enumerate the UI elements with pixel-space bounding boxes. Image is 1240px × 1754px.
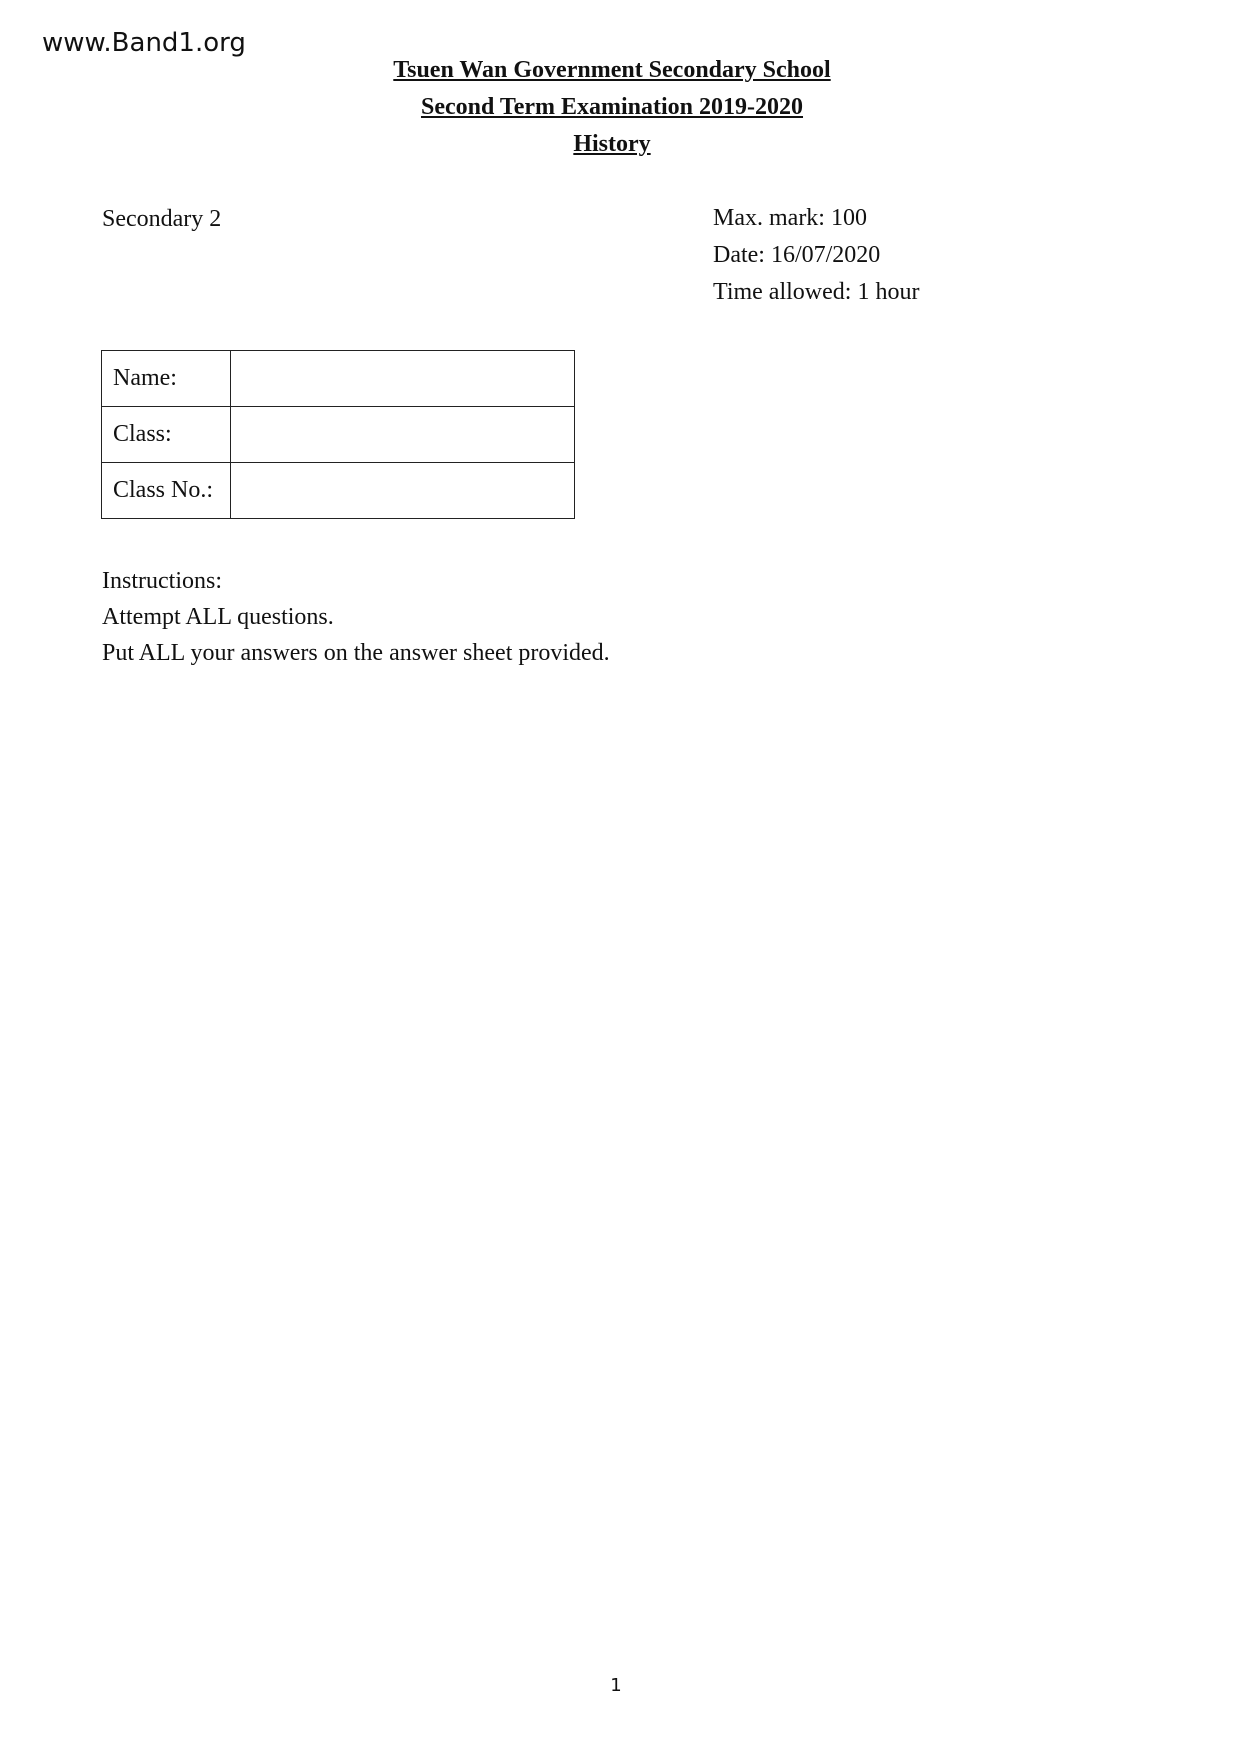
table-row: [102, 463, 575, 519]
table-row: [102, 351, 575, 407]
name-field[interactable]: [231, 351, 575, 407]
class-label: Class:: [102, 407, 231, 463]
instructions-heading: Instructions:: [102, 568, 222, 594]
exam-meta: [713, 200, 919, 311]
instructions: [102, 563, 610, 671]
max-mark: Max. mark: 100: [713, 205, 867, 231]
class-no-field[interactable]: [231, 463, 575, 519]
student-info-table: [101, 350, 575, 519]
instruction-line: Attempt ALL questions.: [102, 604, 334, 630]
exam-title: Second Term Examination 2019-2020: [420, 94, 804, 120]
instruction-line: Put ALL your answers on the answer sheet provided.: [102, 640, 610, 666]
page-number: 1: [610, 1675, 622, 1696]
table-row: [102, 407, 575, 463]
exam-date: Date: 16/07/2020: [713, 242, 881, 268]
watermark-url: www.Band1.org: [42, 28, 246, 58]
form-level: Secondary 2: [102, 206, 222, 232]
subject-title: History: [573, 131, 651, 157]
school-name: Tsuen Wan Government Secondary School: [393, 57, 831, 83]
exam-header: [0, 52, 1224, 163]
time-allowed: Time allowed: 1 hour: [713, 279, 920, 305]
name-label: Name:: [102, 351, 231, 407]
class-no-label: Class No.:: [102, 463, 231, 519]
class-field[interactable]: [231, 407, 575, 463]
